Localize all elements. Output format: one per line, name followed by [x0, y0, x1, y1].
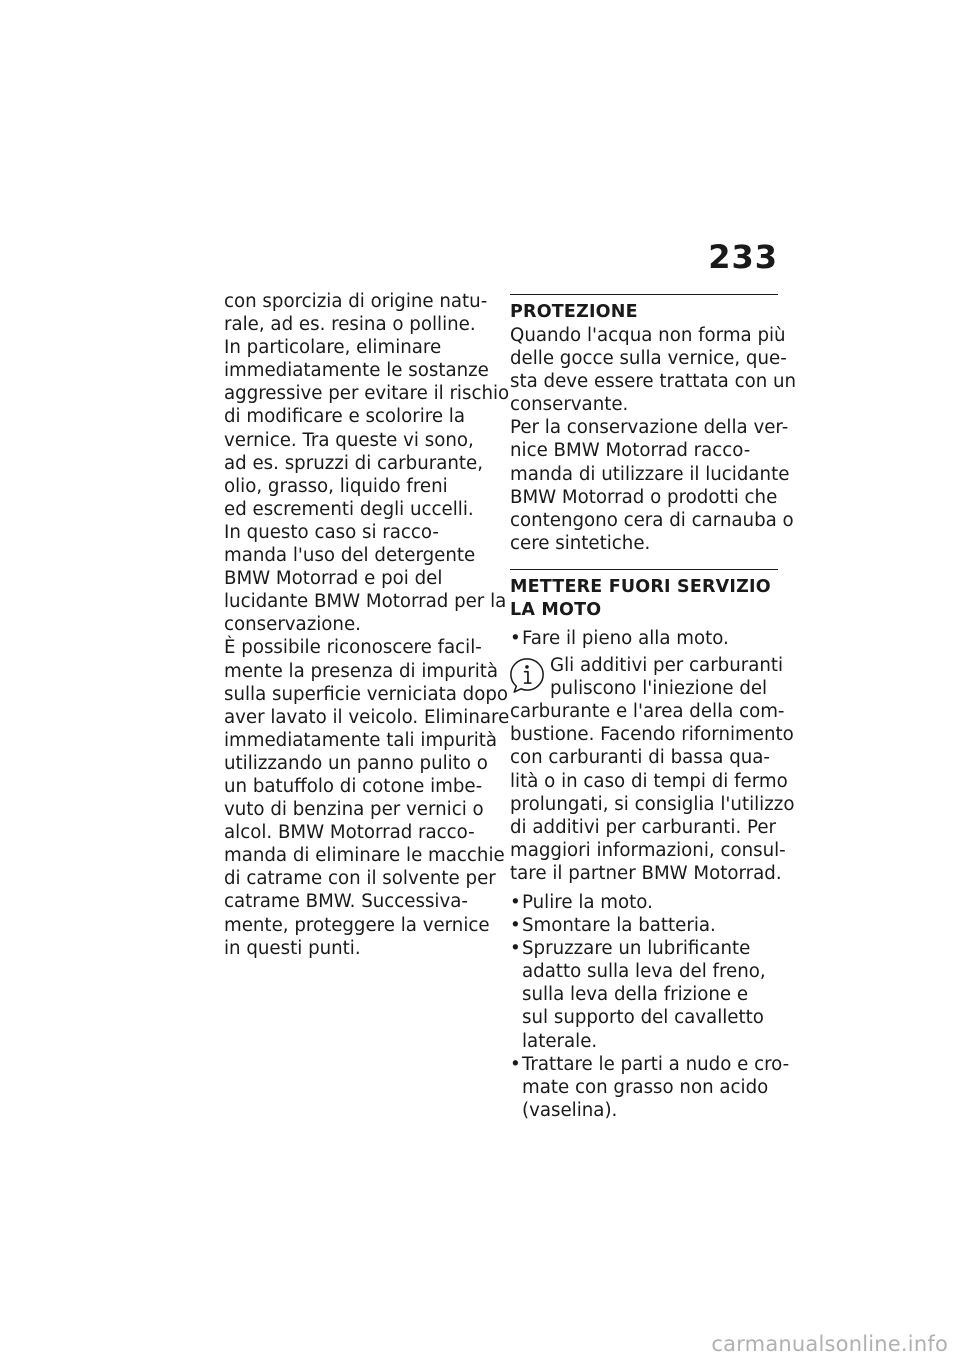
watermark: carmanualsonline.info [711, 1332, 948, 1356]
text-line: Per la conservazione della ver- [510, 417, 789, 439]
list-item-text: sulla leva della frizione e [522, 984, 749, 1006]
list-item [510, 937, 778, 1052]
text-line: ed escrementi degli uccelli. [224, 498, 474, 520]
text-line: BMW Motorrad e poi del [224, 568, 443, 590]
text-line: ad es. spruzzi di carburante, [224, 452, 483, 474]
text-line: olio, grasso, liquido freni [224, 475, 448, 497]
text-line: lucidante BMW Motorrad per la [224, 591, 507, 613]
bullet: • [510, 915, 521, 937]
text-line: sta deve essere trattata con un [510, 371, 797, 393]
text-line: In particolare, eliminare [224, 337, 442, 359]
text-line: immediatamente le sostanze [224, 360, 489, 382]
text-line: con carburanti di bassa qua- [510, 747, 770, 769]
text-line: aggressive per evitare il rischio [224, 383, 510, 405]
text-line: un batuffolo di cotone imbe- [224, 775, 483, 797]
list-item-text: Trattare le parti a nudo e cro- [522, 1053, 790, 1075]
text-line: di catrame con il solvente per [224, 868, 496, 890]
text-line: sulla superficie verniciata dopo [224, 683, 509, 705]
list-item-text: Fare il pieno alla moto. [522, 627, 729, 649]
bullet: • [510, 627, 521, 649]
text-line: vernice. Tra queste vi sono, [224, 429, 474, 451]
list-item-text: Spruzzare un lubrificante [522, 938, 751, 960]
left-column [224, 290, 510, 960]
text-line: Quando l'acqua non forma più [510, 325, 786, 346]
info-icon [508, 656, 546, 694]
text-line: con sporcizia di origine natu- [224, 291, 488, 312]
text-line: di additivi per carburanti. Per [510, 816, 777, 838]
list-item-text: (vaselina). [522, 1099, 618, 1121]
list-item [510, 627, 778, 650]
list-item-text: Pulire la moto. [522, 891, 653, 913]
text-line: manda di eliminare le macchie [224, 845, 505, 867]
right-column [510, 290, 797, 1122]
section-divider [510, 294, 778, 295]
section-divider [510, 569, 778, 570]
text-line: conservazione. [224, 614, 361, 636]
text-line: prolungati, si consiglia l'utilizzo [510, 793, 795, 815]
text-line: puliscono l'iniezione del [550, 678, 768, 700]
text-line: carburante e l'area della com- [510, 701, 785, 723]
bullet: • [510, 938, 521, 960]
page-number: 233 [708, 238, 778, 276]
section-heading-fuori-servizio-2: LA MOTO [510, 599, 602, 620]
text-line: mente, proteggere la vernice [224, 914, 490, 936]
info-note [510, 654, 795, 885]
text-line: rale, ad es. resina o polline. [224, 314, 476, 336]
text-line: BMW Motorrad o prodotti che [510, 486, 778, 508]
text-line: catrame BMW. Successiva- [224, 891, 468, 913]
list-item-text: sul supporto del cavalletto [522, 1007, 764, 1029]
text-line: lità o in caso di tempi di fermo [510, 770, 788, 792]
text-line: cere sintetiche. [510, 532, 651, 554]
text-line: nice BMW Motorrad racco- [510, 440, 751, 462]
section-heading-protezione: PROTEZIONE [510, 302, 638, 322]
list-item [510, 891, 778, 914]
bullet: • [510, 1053, 521, 1075]
text-line: delle gocce sulla vernice, que- [510, 348, 787, 370]
section-heading-fuori-servizio: METTERE FUORI SERVIZIO [510, 576, 771, 597]
text-line: bustione. Facendo rifornimento [510, 724, 794, 746]
text-line: manda di utilizzare il lucidante [510, 463, 790, 485]
bullet: • [510, 891, 521, 913]
text-line: utilizzando un panno pulito o [224, 752, 488, 774]
text-line: vuto di benzina per vernici o [224, 799, 484, 821]
text-line: tare il partner BMW Motorrad. [510, 862, 782, 884]
text-line: mente la presenza di impurità [224, 660, 499, 682]
list-item-text: mate con grasso non acido [522, 1076, 769, 1098]
list-item-text: laterale. [522, 1030, 598, 1052]
list-item [510, 914, 778, 937]
text-line: in questi punti. [224, 937, 361, 959]
text-line: conservante. [510, 394, 629, 416]
text-line: È possibile riconoscere facil- [224, 637, 482, 659]
text-line: aver lavato il veicolo. Eliminare [224, 706, 510, 728]
text-line: manda l'uso del detergente [224, 545, 476, 567]
text-line: contengono cera di carnauba o [510, 509, 794, 531]
text-line: di modificare e scolorire la [224, 406, 466, 428]
text-line: In questo caso si racco- [224, 521, 439, 543]
list-item [510, 1053, 790, 1122]
text-line: Gli additivi per carburanti [550, 655, 784, 677]
list-item-text: adatto sulla leva del freno, [522, 961, 766, 983]
text-line: alcol. BMW Motorrad racco- [224, 822, 475, 844]
text-line: immediatamente tali impurità [224, 729, 498, 751]
list-item-text: Smontare la batteria. [522, 915, 716, 937]
text-line: maggiori informazioni, consul- [510, 839, 786, 861]
